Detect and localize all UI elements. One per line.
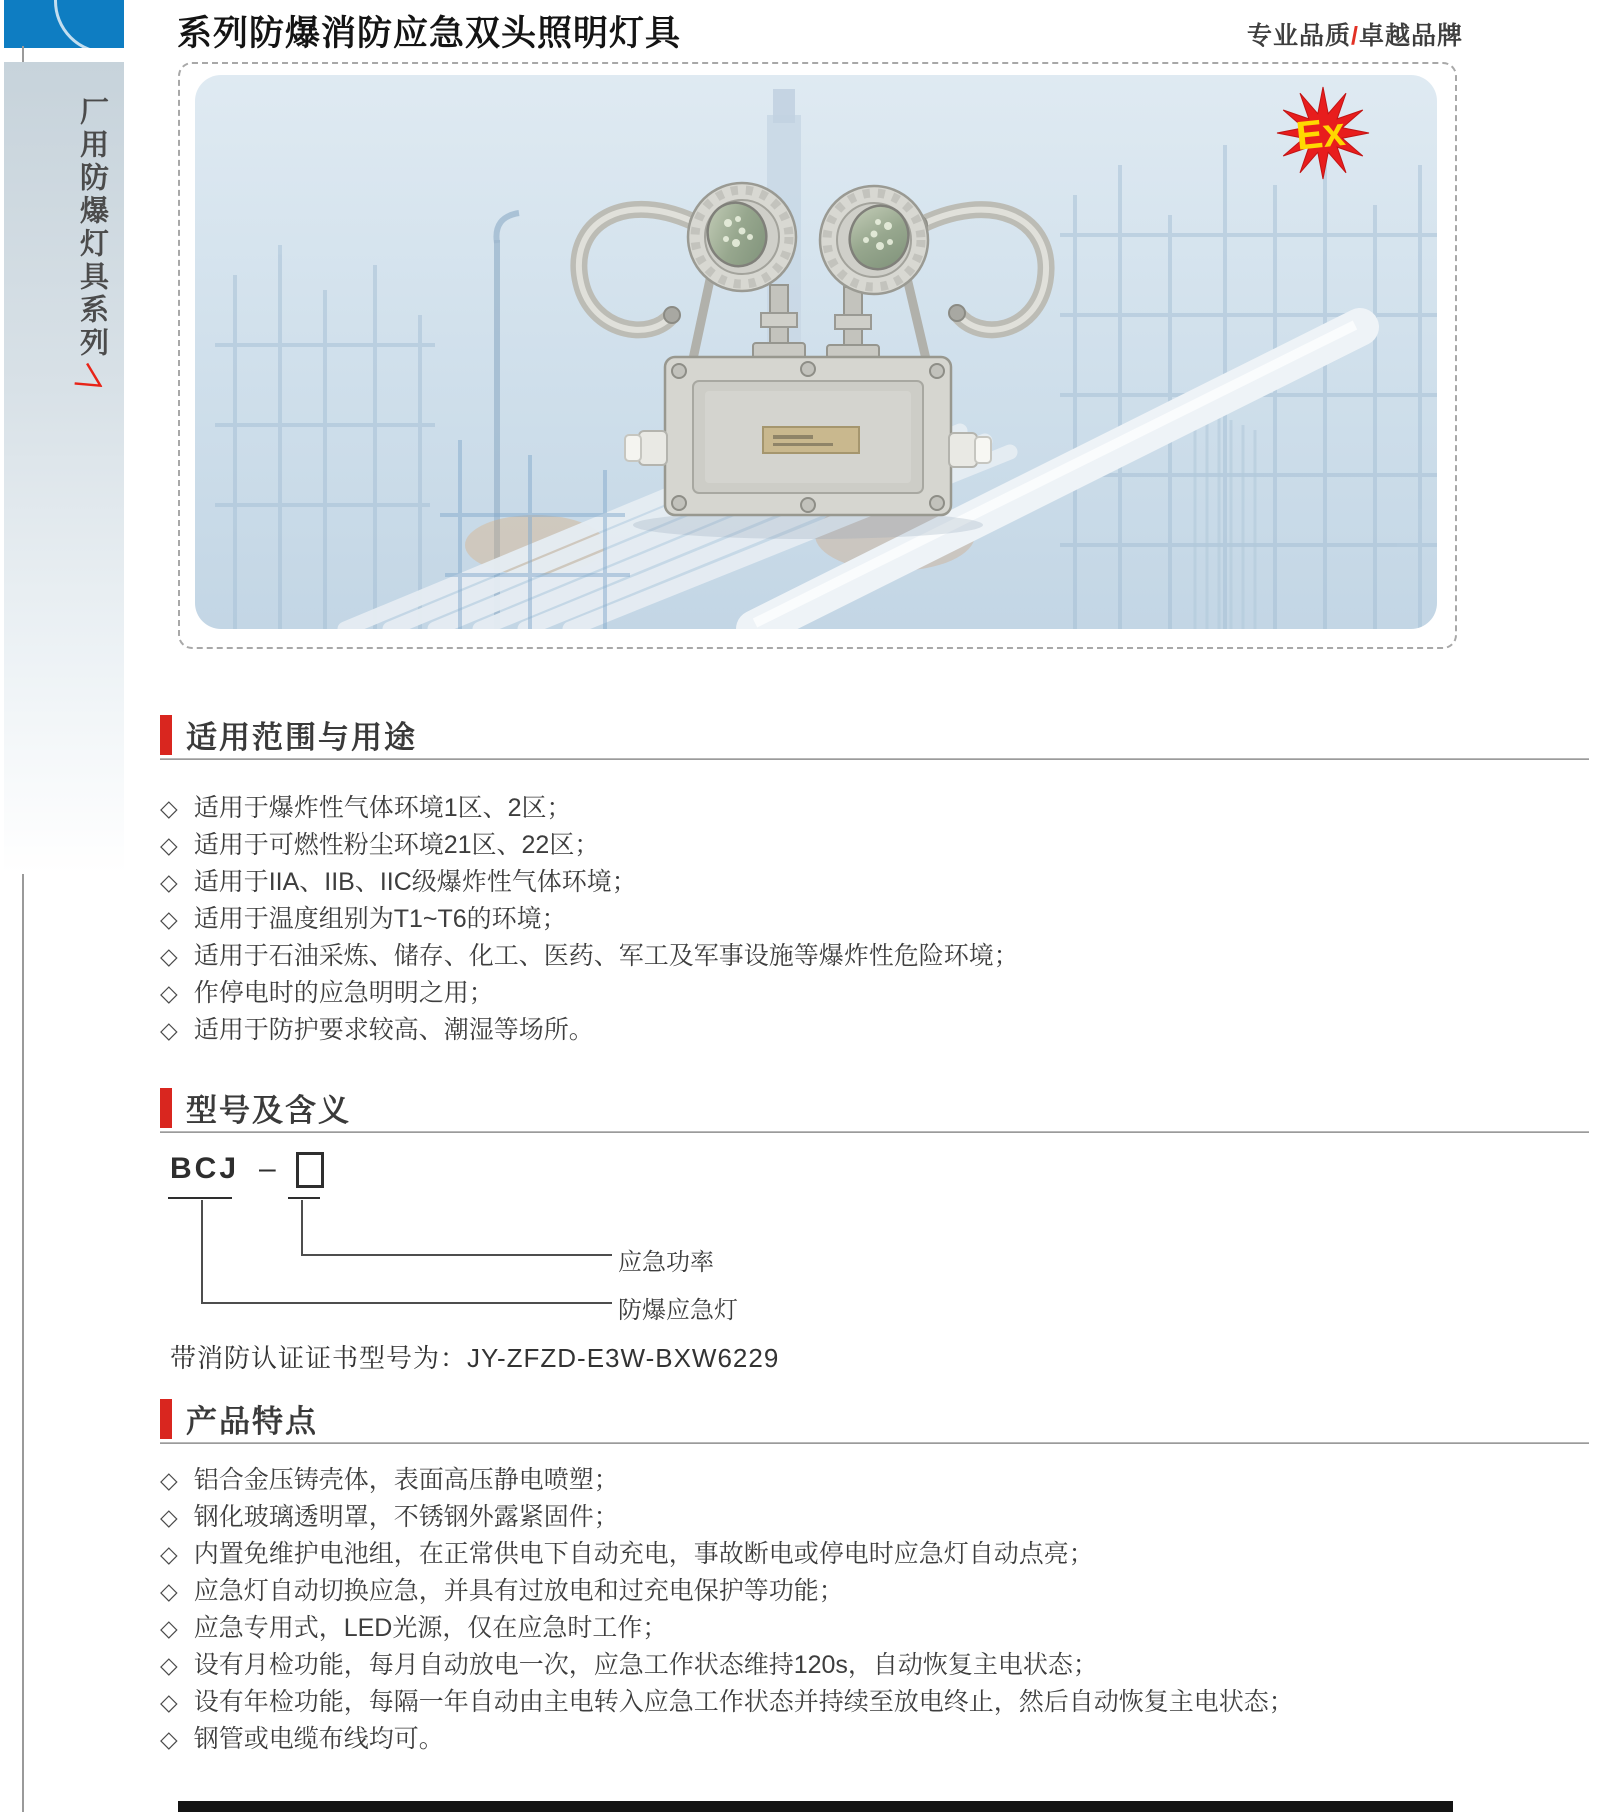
list-item [160,1012,1019,1049]
product-photo-frame [178,62,1457,649]
list-item-text: 应急灯自动切换应急，并具有过放电和过充电保护等功能； [193,1577,844,1605]
list-item [160,1536,1294,1573]
diamond-bullet-icon: ◇ [160,795,178,821]
ex-label: Ex [1293,109,1348,159]
list-item-text: 设有年检功能，每隔一年自动由主电转入应急工作状态并持续至放电终止，然后自动恢复主电状态； [193,1688,1294,1716]
section-rule [160,1131,1589,1133]
list-item-text: 应急专用式，LED光源，仅在应急时工作； [193,1614,668,1642]
list-item [160,975,1019,1012]
sidebar-series-label: 厂用防爆灯具系列 [76,96,108,360]
diamond-bullet-icon: ◇ [160,1541,178,1567]
list-item-text: 作停电时的应急明明之用； [193,979,494,1007]
list-item-text: 适用于温度组别为T1~T6的环境； [193,905,567,933]
red-bar-decoration [160,715,172,755]
list-item [160,1684,1294,1721]
footer-bar [178,1801,1453,1812]
section-usage-title: 适用范围与用途 [186,720,417,755]
section-rule [160,1442,1589,1444]
diamond-bullet-icon: ◇ [160,1689,178,1715]
red-bar-decoration [160,1399,172,1439]
diamond-bullet-icon: ◇ [160,980,178,1006]
list-item-text: 钢管或电缆布线均可。 [193,1725,444,1753]
model-dash: – [259,1152,276,1185]
page-title: 系列防爆消防应急双头照明灯具 [177,14,682,53]
list-item [160,1573,1294,1610]
list-item-text: 适用于爆炸性气体环境1区、2区； [193,794,572,822]
diamond-bullet-icon: ◇ [160,869,178,895]
list-item [160,1610,1294,1647]
tagline-slash: / [1351,22,1359,50]
section-features-title: 产品特点 [186,1404,318,1439]
diamond-bullet-icon: ◇ [160,906,178,932]
diamond-bullet-icon: ◇ [160,1652,178,1678]
sidebar-arrow-icon: ＞ [67,356,115,405]
list-item [160,1499,1294,1536]
section-model-title: 型号及含义 [186,1093,351,1128]
section-model-header [160,1085,351,1130]
list-item-text: 钢化玻璃透明罩，不锈钢外露紧固件； [193,1503,619,1531]
diamond-bullet-icon: ◇ [160,1504,178,1530]
red-bar-decoration [160,1088,172,1128]
diamond-bullet-icon: ◇ [160,1726,178,1752]
features-bullet-list [160,1462,1294,1758]
arc-decoration [54,0,124,48]
list-item [160,901,1019,938]
corner-brand-block [4,0,124,48]
usage-bullet-list [160,790,1019,1049]
diamond-bullet-icon: ◇ [160,943,178,969]
tagline-right: 卓越品牌 [1358,22,1463,50]
product-photo-scene [195,75,1437,629]
brand-tagline [1247,16,1463,52]
diamond-bullet-icon: ◇ [160,1467,178,1493]
list-item-text: 内置免维护电池组，在正常供电下自动充电，事故断电或停电时应急灯自动点亮； [193,1540,1094,1568]
diamond-bullet-icon: ◇ [160,1017,178,1043]
section-features-header [160,1396,318,1441]
diamond-bullet-icon: ◇ [160,1615,178,1641]
list-item [160,1462,1294,1499]
model-connector-lines [160,1199,920,1314]
model-placeholder-box [296,1152,324,1188]
list-item [160,864,1019,901]
model-label-power: 应急功率 [618,1249,714,1276]
model-code-row [170,1150,324,1188]
list-item-text: 适用于可燃性粉尘环境21区、22区； [193,831,600,859]
list-item [160,1721,1294,1758]
diamond-bullet-icon: ◇ [160,832,178,858]
list-item-text: 适用于防护要求较高、潮湿等场所。 [193,1016,594,1044]
section-rule [160,758,1589,760]
list-item [160,827,1019,864]
list-item [160,938,1019,975]
list-item-text: 设有月检功能，每月自动放电一次，应急工作状态维持120s，自动恢复主电状态； [193,1651,1098,1679]
product-photo [195,75,1437,629]
list-item-text: 铝合金压铸壳体，表面高压静电喷塑； [193,1466,619,1494]
list-item-text: 适用于IIA、IIB、IIC级爆炸性气体环境； [193,868,637,896]
tagline-left: 专业品质 [1247,22,1352,50]
model-label-lamp: 防爆应急灯 [618,1297,738,1324]
list-item-text: 适用于石油采炼、储存、化工、医药、军工及军事设施等爆炸性危险环境； [193,942,1019,970]
diamond-bullet-icon: ◇ [160,1578,178,1604]
model-code: BCJ [170,1152,240,1185]
list-item [160,790,1019,827]
section-usage-header [160,712,417,757]
certification-note: 带消防认证证书型号为：JY-ZFZD-E3W-BXW6229 [170,1343,780,1373]
list-item [160,1647,1294,1684]
